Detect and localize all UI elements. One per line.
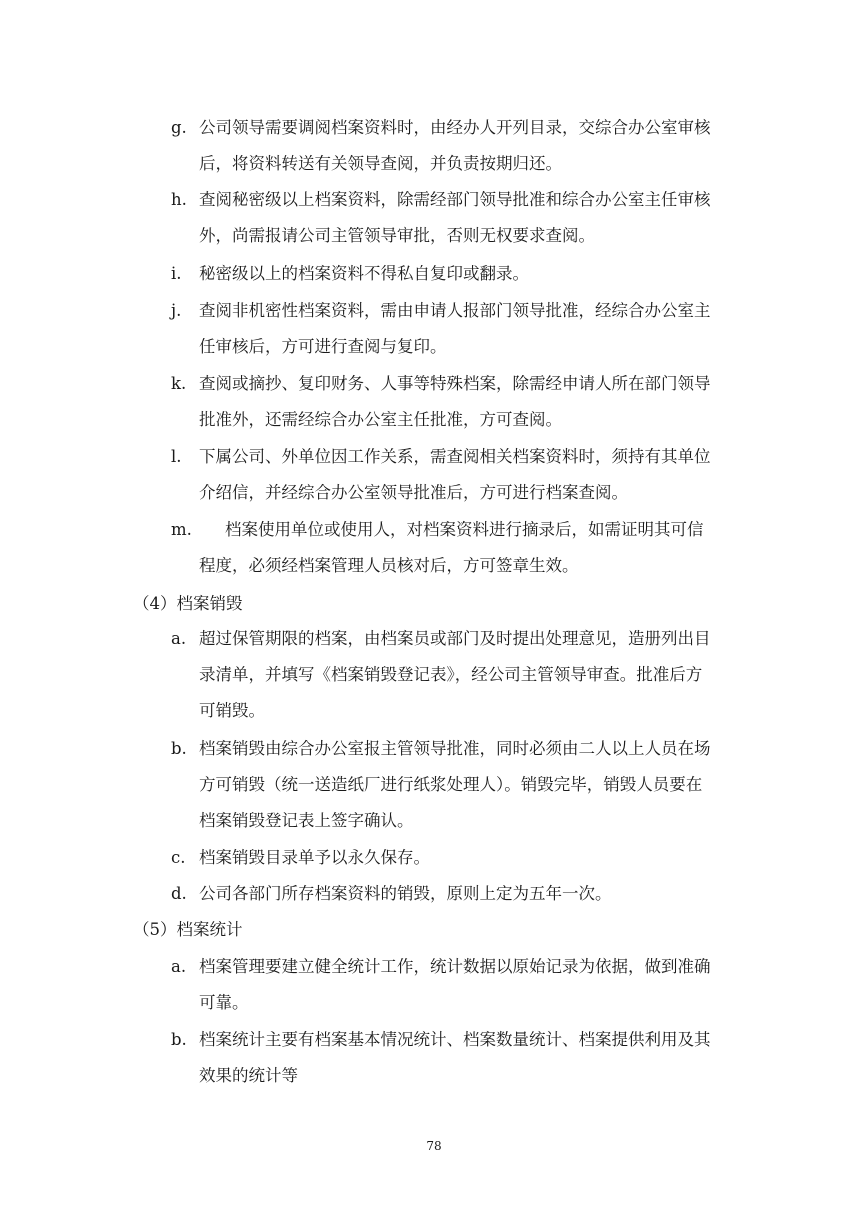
list-marker: d. (171, 884, 187, 903)
list-marker: j. (171, 301, 182, 320)
list-item-line: 任审核后，方可进行查阅与复印。 (199, 337, 447, 356)
list-marker: c. (171, 848, 186, 867)
list-text: 查阅秘密级以上档案资料，除需经部门领导批准和综合办公室主任审核 (199, 190, 711, 209)
list-item-5b (171, 1022, 751, 1094)
list-item-j (171, 293, 751, 365)
list-item-line (171, 840, 751, 876)
list-text: 档案管理要建立健全统计工作，统计数据以原始记录为依据，做到准确 (199, 957, 711, 976)
list-item-k (171, 366, 751, 438)
list-item-line: 后，将资料转送有关领导查阅，并负责按期归还。 (199, 154, 562, 173)
list-item-line: 效果的统计等 (199, 1066, 298, 1085)
list-item-line (171, 621, 751, 657)
list-text: 档案使用单位或使用人，对档案资料进行摘录后，如需证明其可信 (225, 520, 704, 539)
list-item-line (171, 293, 751, 329)
list-item-line (171, 1022, 751, 1058)
list-item-m (171, 512, 751, 584)
list-item-line: 外，尚需报请公司主管领导审批，否则无权要求查阅。 (199, 226, 595, 245)
list-item-4a (171, 621, 751, 729)
list-item-line (171, 256, 751, 292)
list-item-line (171, 182, 751, 218)
list-item-line: 档案销毁登记表上签字确认。 (199, 811, 414, 830)
list-text: 超过保管期限的档案，由档案员或部门及时提出处理意见，造册列出目 (199, 629, 711, 648)
list-marker: k. (171, 374, 187, 393)
list-item-line (171, 512, 751, 548)
page-number: 78 (426, 1139, 442, 1153)
list-item-line (171, 110, 751, 146)
list-item-4b (171, 731, 751, 839)
list-item-line: 介绍信，并经综合办公室领导批准后，方可进行档案查阅。 (199, 483, 628, 502)
list-text: 公司各部门所存档案资料的销毁，原则上定为五年一次。 (199, 884, 612, 903)
list-item-line (171, 949, 751, 985)
list-item-5a (171, 949, 751, 1021)
list-text: 下属公司、外单位因工作关系，需查阅相关档案资料时，须持有其单位 (199, 447, 711, 466)
list-marker: h. (171, 190, 187, 209)
list-marker: l. (171, 447, 182, 466)
list-item-line (171, 439, 751, 475)
list-item-4d (171, 876, 751, 912)
list-text: 查阅或摘抄、复印财务、人事等特殊档案，除需经申请人所在部门领导 (199, 374, 711, 393)
list-text: 档案统计主要有档案基本情况统计、档案数量统计、档案提供利用及其 (199, 1030, 711, 1049)
list-marker: b. (171, 1030, 187, 1049)
list-item-line (171, 731, 751, 767)
list-item-line: 批准外，还需经综合办公室主任批准，方可查阅。 (199, 410, 562, 429)
list-marker: m. (171, 520, 192, 539)
list-text: 秘密级以上的档案资料不得私自复印或翻录。 (199, 264, 529, 283)
list-marker: g. (171, 118, 187, 137)
section-heading-destruction: （4）档案销毁 (133, 594, 243, 613)
list-item-h (171, 182, 751, 254)
list-item-4c (171, 840, 751, 876)
list-marker: b. (171, 739, 187, 758)
list-item-line (171, 366, 751, 402)
section-heading-statistics: （5）档案统计 (133, 920, 243, 939)
list-text: 档案销毁目录单予以永久保存。 (199, 848, 430, 867)
list-item-line: 录清单，并填写《档案销毁登记表》，经公司主管领导审查。批准后方 (199, 665, 703, 684)
list-item-line: 可销毁。 (199, 701, 265, 720)
list-marker: i. (171, 264, 182, 283)
list-item-line (171, 876, 751, 912)
list-marker: a. (171, 957, 187, 976)
list-item-line: 程度，必须经档案管理人员核对后，方可签章生效。 (199, 556, 579, 575)
list-item-g (171, 110, 751, 182)
list-item-i (171, 256, 751, 292)
list-item-l (171, 439, 751, 511)
list-text: 查阅非机密性档案资料，需由申请人报部门领导批准，经综合办公室主 (199, 301, 711, 320)
list-item-line: 可靠。 (199, 993, 249, 1012)
list-text: 档案销毁由综合办公室报主管领导批准，同时必须由二人以上人员在场 (199, 739, 711, 758)
list-text: 公司领导需要调阅档案资料时，由经办人开列目录，交综合办公室审核 (199, 118, 711, 137)
list-item-line: 方可销毁（统一送造纸厂进行纸浆处理人）。销毁完毕，销毁人员要在 (199, 775, 703, 794)
list-marker: a. (171, 629, 187, 648)
